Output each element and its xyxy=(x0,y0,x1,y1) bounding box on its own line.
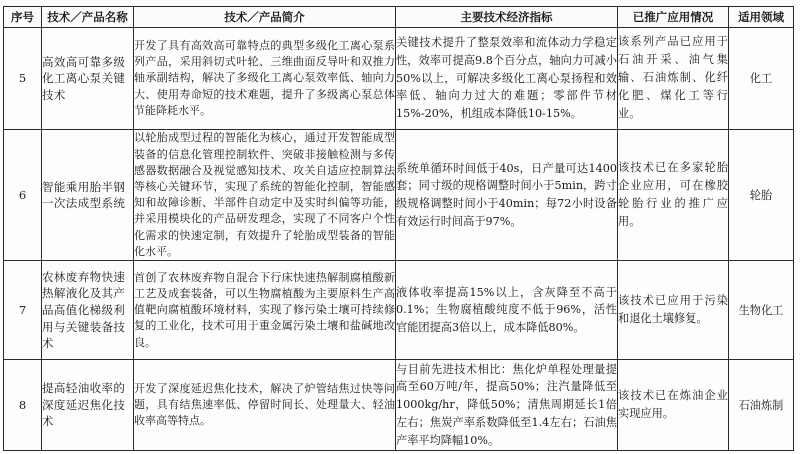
row-name: 农林废弃物快速热解液化及其产品高值化梯级利用与关键装备技术 xyxy=(42,261,134,360)
row-field: 轮胎 xyxy=(729,129,794,261)
table-row xyxy=(4,360,794,451)
row-intro: 以轮胎成型过程的智能化为核心，通过开发智能成型装备的信息化管理控制软件、突破非接触检测与多传感器数据融合及视觉感知技术、攻关自适应控制算法等核心关键环节，实现了系统的智能化控制，智能感知和故障诊断、半部件自动定中及实时纠偏等功能，并采用模块化的产品研发理念，实现了不同客户个性化需求的快速定制，有效提升了轮胎成型装备的智能化水平。 xyxy=(134,129,396,261)
row-promotion: 该系列产品已应用于石油开采、油气集输、石油炼制、化纤化肥、煤化工等行业。 xyxy=(618,28,729,130)
row-seq: 8 xyxy=(4,360,42,451)
header-metrics: 主要技术经济指标 xyxy=(396,7,618,28)
row-metrics: 关键技术提升了整泵效率和流体动力学稳定性，效率可提高9.8个百分点，轴向力可减小50%以上，可解决多级化工离心泵扬程和效率低、轴向力过大的难题；零部件节材15%-20%，机组成本降低10-15%。 xyxy=(396,28,618,130)
row-name: 提高轻油收率的深度延迟焦化技术 xyxy=(42,360,134,451)
row-metrics: 系统单循环时间低于40s，日产量可达1400套；同寸级的规格调整时间小于5min，跨寸级规格调整时间小于40min；每72小时设备有效运行时间高于97%。 xyxy=(396,129,618,261)
row-intro: 开发了深度延迟焦化技术，解决了炉管结焦过快等问题，具有结焦速率低、停留时间长、处理量大、轻油收率高等特点。 xyxy=(134,360,396,451)
row-field: 化工 xyxy=(729,28,794,130)
header-name: 技术／产品名称 xyxy=(42,7,134,28)
table-header-row xyxy=(4,7,794,28)
row-promotion: 该技术已在炼油企业实现应用。 xyxy=(618,360,729,451)
table-row xyxy=(4,28,794,130)
row-metrics: 液体收率提高15%以上，含灰降至不高于0.1%；生物腐植酸纯度不低于96%，活性官能团提高3倍以上，成本降低80%。 xyxy=(396,261,618,360)
row-name: 智能乘用胎半钢一次法成型系统 xyxy=(42,129,134,261)
table-row xyxy=(4,129,794,261)
header-intro: 技术／产品简介 xyxy=(134,7,396,28)
row-seq: 5 xyxy=(4,28,42,130)
row-metrics: 与目前先进技术相比：焦化炉单程处理量提高至60万吨/年，提高50%；注汽量降低至1000kg/hr，降低50%；清焦周期延长1倍左右；焦炭产率系数降低至1.4左右；石油焦产率平均降幅10%。 xyxy=(396,360,618,451)
row-intro: 开发了具有高效高可靠特点的典型多级化工离心泵系列产品，采用斜切式叶轮、三维曲面反导叶和双推力轴承副结构，解决了多级化工离心泵效率低、轴向力大、使用寿命短的技术难题，提升了多级离心泵总体节能降耗水平。 xyxy=(134,28,396,130)
header-field: 适用领域 xyxy=(729,7,794,28)
row-name: 高效高可靠多级化工离心泵关键技术 xyxy=(42,28,134,130)
row-promotion: 该技术已在多家轮胎企业应用，可在橡胶轮胎行业的推广应用。 xyxy=(618,129,729,261)
table-row xyxy=(4,261,794,360)
row-field: 石油炼制 xyxy=(729,360,794,451)
header-promotion: 已推广应用情况 xyxy=(618,7,729,28)
technology-table xyxy=(3,6,794,451)
row-promotion: 该技术已应用于污染和退化土壤修复。 xyxy=(618,261,729,360)
header-seq: 序号 xyxy=(4,7,42,28)
row-seq: 7 xyxy=(4,261,42,360)
row-seq: 6 xyxy=(4,129,42,261)
row-intro: 首创了农林废弃物自混合下行床快速热解制腐植酸新工艺及成套装备，可以生物腐植酸为主要原料生产高值靶向腐植酸环境材料，实现了修污染土壤可持续修复的工业化，技术可用于重金属污染土壤和盐碱地改良。 xyxy=(134,261,396,360)
row-field: 生物化工 xyxy=(729,261,794,360)
